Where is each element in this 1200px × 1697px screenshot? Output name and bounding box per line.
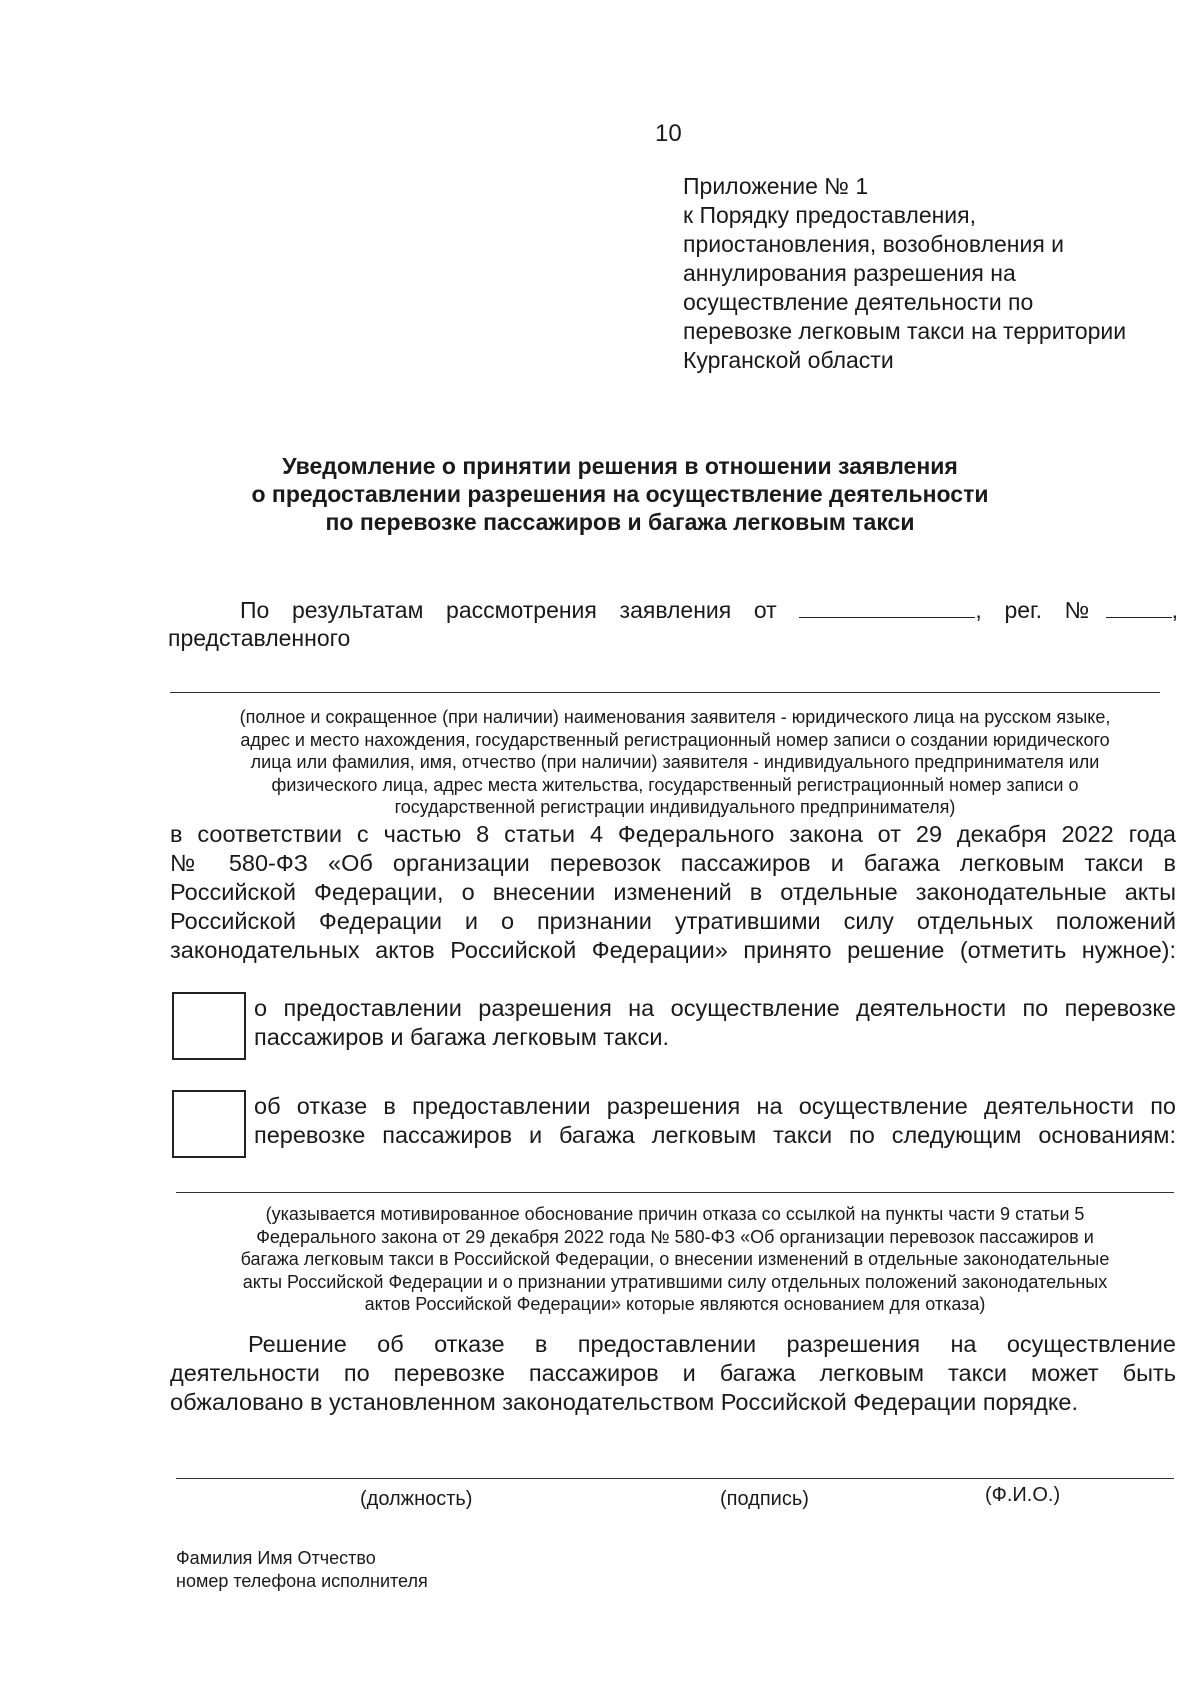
position-label: (должность)	[360, 1488, 473, 1510]
reg-number-label: рег. №	[1004, 597, 1106, 623]
intro-prefix: По результатам рассмотрения заявления от	[240, 597, 777, 623]
refuse-checkbox[interactable]	[172, 1090, 246, 1158]
option-line: пассажиров и багажа легковым такси.	[254, 1024, 670, 1050]
appendix-line: перевозке легковым такси на территории	[683, 318, 1127, 344]
grant-checkbox[interactable]	[172, 992, 246, 1060]
reg-number-blank[interactable]	[1106, 599, 1172, 618]
body-line: № 580-ФЗ «Об организации перевозок пассажиров и багажа легковым такси в	[170, 850, 1176, 876]
refuse-option-text	[254, 1092, 1176, 1150]
full-name-label: (Ф.И.О.)	[985, 1484, 1061, 1506]
note-line: физического лица, адрес места жительства, государственный регистрационный номер записи о	[271, 774, 1079, 795]
note-line: Федерального закона от 29 декабря 2022 года № 580-ФЗ «Об организации перевозок пассажиров и	[256, 1226, 1094, 1247]
note-line: (указывается мотивированное обоснование причин отказа со ссылкой на пункты части 9 статьи 5	[265, 1204, 1085, 1224]
appeal-line: деятельности по перевозке пассажиров и багажа легковым такси может быть	[170, 1360, 1176, 1386]
appeal-line: Решение об отказе в предоставлении разрешения на осуществление	[248, 1331, 1176, 1357]
intro-line-2: представленного	[168, 625, 351, 651]
intro-paragraph	[168, 596, 1178, 652]
page-number: 10	[655, 120, 682, 147]
option-line: о предоставлении разрешения на осуществление деятельности по перевозке	[254, 995, 1176, 1021]
title-line: Уведомление о принятии решения в отношении заявления	[282, 453, 958, 479]
signature-label: (подпись)	[720, 1488, 809, 1510]
option-line: об отказе в предоставлении разрешения на осуществление деятельности по	[254, 1093, 1176, 1119]
option-line: перевозке пассажиров и багажа легковым такси по следующим основаниям:	[254, 1122, 1176, 1148]
appendix-header	[683, 172, 1183, 375]
refusal-note	[170, 1203, 1180, 1316]
note-line: актов Российской Федерации» которые являются основанием для отказа)	[364, 1294, 986, 1314]
appeal-paragraph	[170, 1330, 1176, 1417]
appendix-line: к Порядку предоставления,	[683, 202, 977, 228]
appendix-line: Приложение № 1	[683, 173, 869, 199]
executor-line: номер телефона исполнителя	[176, 1571, 428, 1591]
decision-basis-paragraph	[170, 820, 1176, 965]
body-line: в соответствии с частью 8 статьи 4 Федерального закона от 29 декабря 2022 года	[170, 821, 1176, 847]
document-title	[170, 452, 1070, 536]
note-line: адрес и место нахождения, государственный регистрационный номер записи о создании юридического	[240, 729, 1110, 750]
grant-option-text	[254, 994, 1176, 1052]
application-date-blank[interactable]	[799, 599, 975, 618]
executor-line: Фамилия Имя Отчество	[176, 1548, 376, 1568]
appendix-line: Курганской области	[683, 347, 894, 373]
refusal-reason-line[interactable]	[176, 1192, 1174, 1193]
note-line: лица или фамилия, имя, отчество (при наличии) заявителя - индивидуального предпринимателя или	[250, 752, 1100, 772]
body-line: Российской Федерации, о внесении изменений в отдельные законодательные акты	[170, 879, 1176, 905]
executor-info	[176, 1547, 428, 1593]
appendix-line: приостановления, возобновления и	[683, 231, 1065, 257]
appendix-line: осуществление деятельности по	[683, 289, 1034, 315]
note-line: акты Российской Федерации и о признании утратившими силу отдельных положений законодательных	[242, 1271, 1108, 1292]
body-line: Российской Федерации и о признании утратившими силу отдельных положений	[170, 908, 1176, 934]
applicant-name-line[interactable]	[170, 692, 1160, 693]
appendix-line: аннулирования разрешения на	[683, 260, 1016, 286]
applicant-note	[170, 706, 1180, 819]
note-line: багажа легковым такси в Российской Федерации, о внесении изменений в отдельные законодательные	[240, 1249, 1110, 1269]
appeal-line: обжаловано в установленном законодательством Российской Федерации порядке.	[170, 1389, 1079, 1415]
signature-line[interactable]	[176, 1478, 1174, 1479]
note-line: государственной регистрации индивидуального предпринимателя)	[394, 797, 956, 817]
intro-line-1: По результатам рассмотрения заявления от , рег. № ,	[240, 597, 1179, 623]
note-line: (полное и сокращенное (при наличии) наименования заявителя - юридического лица на русском языке,	[239, 707, 1111, 727]
title-line: о предоставлении разрешения на осуществление деятельности	[251, 481, 989, 507]
title-line: по перевозке пассажиров и багажа легковым такси	[325, 509, 915, 535]
body-line: законодательных актов Российской Федерации» принято решение (отметить нужное):	[170, 937, 1176, 963]
